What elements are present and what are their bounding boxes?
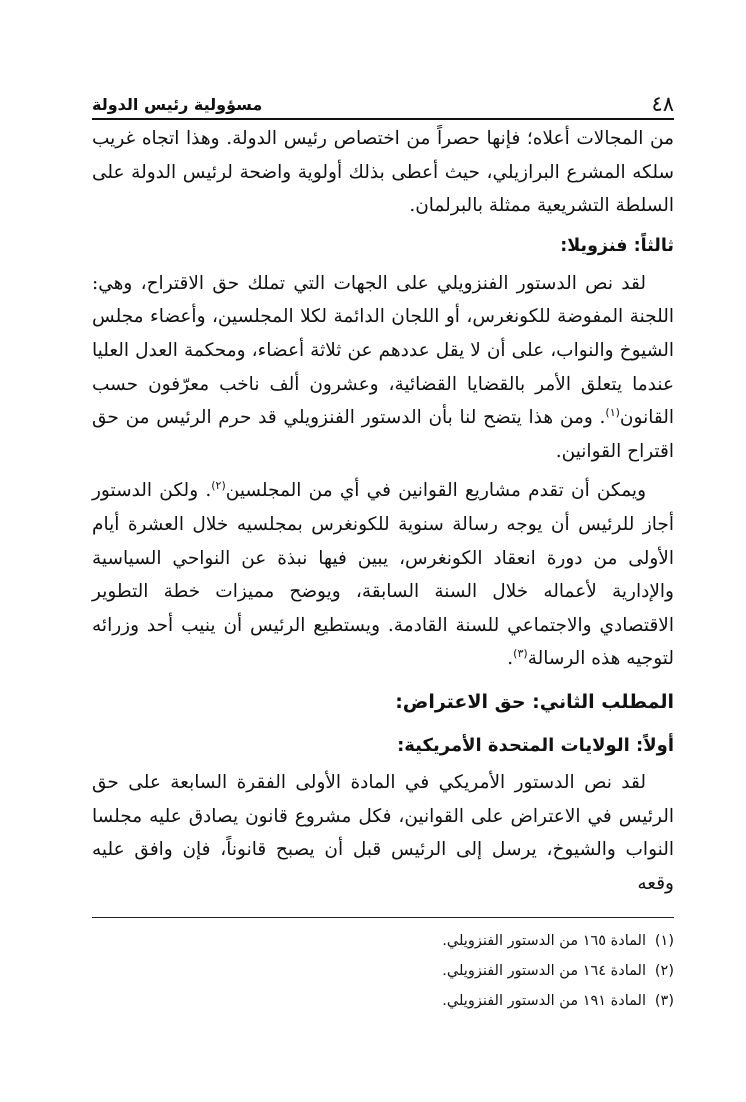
footnote-ref-1[interactable]: (١) <box>605 406 620 419</box>
footnote-2 <box>92 956 674 986</box>
paragraph-text: . <box>507 648 514 670</box>
paragraph-venezuela-message <box>92 474 674 676</box>
paragraph-text: . ومن هذا يتضح لنا بأن الدستور الفنزويلي قد حرم الرئيس من حق اقتراح القوانين. <box>92 407 674 462</box>
paragraph-text: لقد نص الدستور الفنزويلي على الجهات التي تملك حق الاقتراح، وهي: اللجنة المفوضة للكونغرس، أو اللجان الدائمة لكلا المجلسين، وأعضاء مجلس الشيوخ والنواب، على أن لا يقل عددهم عن ثلاثة أعضاء، ومحكمة العدل العليا عندما يتعلق الأمر بالقضايا القضائية، وعشرون ألف ناخب معرّفون حسب القانون <box>92 272 674 429</box>
paragraph-venezuela-proposal <box>92 267 674 469</box>
footnote-rule <box>92 917 674 918</box>
page-number: ٤٨ <box>651 92 674 116</box>
paragraph-brazil-conclusion: من المجالات أعلاه؛ فإنها حصراً من اختصاص رئيس الدولة. وهذا اتجاه غريب سلكه المشرع البرازيلي، حيث أعطى بذلك أولوية واضحة لرئيس الدولة على السلطة التشريعية ممثلة بالبرلمان. <box>92 128 674 217</box>
paragraph-text: . ولكن الدستور أجاز للرئيس أن يوجه رسالة سنوية للكونغرس بمجلسيه خلال العشرة أيام الأولى من دورة انعقاد الكونغرس، يبين فيها نبذة عن النواحي السياسية والإدارية لأعماله خلال السنة السابقة، ويوضح مميزات خطة التطوير الاقتصادي والاجتماعي للسنة القادمة. ويستطيع الرئيس أن ينيب أحد وزرائه لتوجيه هذه الرسالة <box>92 480 674 670</box>
paragraph-usa-veto: لقد نص الدستور الأمريكي في المادة الأولى الفقرة السابعة على حق الرئيس في الاعتراض على القوانين، فكل مشروع قانون يصادق عليه مجلسا النواب والشيوخ، يرسل إلى الرئيس قبل أن يصبح قانوناً، فإن وافق عليه وقعه <box>92 771 674 894</box>
main-text <box>92 122 674 900</box>
running-title: مسؤولية رئيس الدولة <box>92 95 263 114</box>
book-page <box>92 0 674 1102</box>
footnote-number: (١) <box>654 933 674 949</box>
footnote-ref-2[interactable]: (٢) <box>211 479 226 493</box>
footnote-text: المادة ١٩١ من الدستور الفنزويلي. <box>442 993 646 1009</box>
footnote-ref-3[interactable]: (٣) <box>513 647 528 661</box>
footnote-number: (٣) <box>654 993 674 1009</box>
footnote-3 <box>92 986 674 1016</box>
heading-section-veto: المطلب الثاني: حق الاعتراض: <box>395 690 674 713</box>
footnote-1 <box>92 926 674 956</box>
heading-usa: أولاً: الولايات المتحدة الأمريكية: <box>397 734 674 756</box>
header-rule <box>92 118 674 120</box>
paragraph-text: ويمكن أن تقدم مشاريع القوانين في أي من المجلسين <box>225 480 646 502</box>
footnote-text: المادة ١٦٥ من الدستور الفنزويلي. <box>442 933 646 949</box>
page-header <box>92 86 674 116</box>
footnotes <box>92 926 674 1016</box>
footnote-number: (٢) <box>654 963 674 979</box>
footnote-text: المادة ١٦٤ من الدستور الفنزويلي. <box>442 963 646 979</box>
heading-venezuela: ثالثاً: فنزويلا: <box>560 235 674 256</box>
